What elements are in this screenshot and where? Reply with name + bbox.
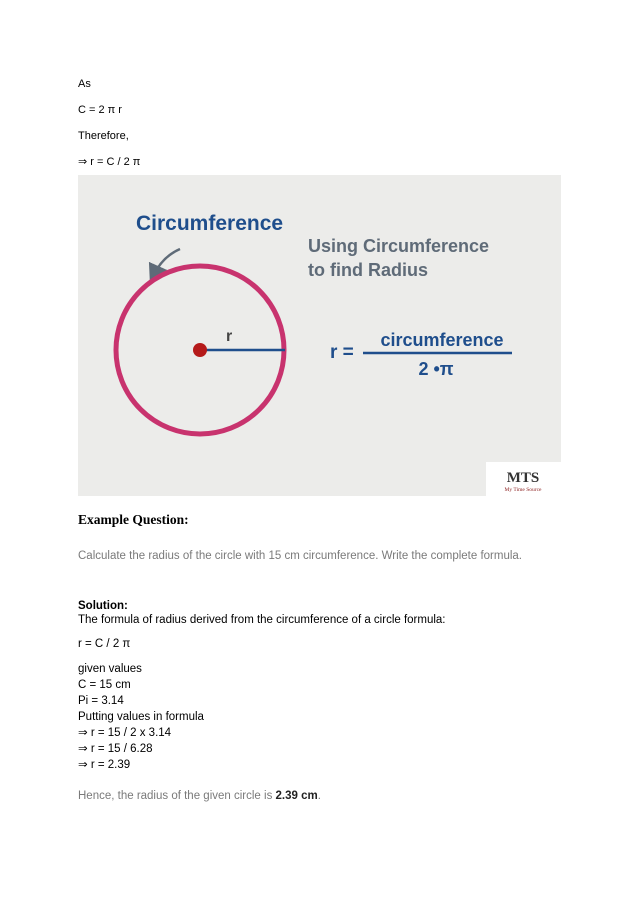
example-heading: Example Question: xyxy=(78,512,189,527)
solution-description: The formula of radius derived from the circumference of a circle formula: xyxy=(78,614,446,626)
conclusion-prefix: Hence, the radius of the given circle is xyxy=(78,790,276,802)
intro-as: As xyxy=(78,78,91,90)
conclusion-suffix: . xyxy=(317,790,321,802)
figure-title-line1: Using Circumference xyxy=(308,236,490,256)
conclusion-value: 2.39 cm xyxy=(275,790,318,802)
intro-circumference-formula: C = 2 π r xyxy=(78,104,122,116)
solution-line: ⇒ r = 2.39 xyxy=(78,759,131,771)
intro-therefore: Therefore, xyxy=(78,130,129,142)
formula-lhs: r = xyxy=(330,342,354,363)
radius-diagram-svg xyxy=(78,175,561,496)
solution-line: given values xyxy=(78,663,142,675)
formula-denominator: 2 •π xyxy=(418,359,454,379)
solution-line: ⇒ r = 15 / 2 x 3.14 xyxy=(78,727,172,739)
intro-radius-formula: ⇒ r = C / 2 π xyxy=(78,156,141,168)
solution-line: Pi = 3.14 xyxy=(78,695,124,707)
formula-numerator: circumference xyxy=(380,330,504,350)
conclusion xyxy=(78,789,321,803)
solution-label: Solution: xyxy=(78,600,128,612)
solution-line: ⇒ r = 15 / 6.28 xyxy=(78,743,153,755)
radius-diagram xyxy=(78,175,561,496)
center-dot xyxy=(193,343,207,357)
circumference-label: Circumference xyxy=(136,212,284,235)
solution-line: C = 15 cm xyxy=(78,679,131,691)
solution-formula: r = C / 2 π xyxy=(78,638,131,650)
solution-line: Putting values in formula xyxy=(78,711,204,723)
mts-logo xyxy=(486,462,561,496)
example-question: Calculate the radius of the circle with 15 cm circumference. Write the complete formula. xyxy=(78,550,522,562)
radius-label: r xyxy=(226,328,233,345)
logo-text: MTS xyxy=(506,470,540,486)
logo-subtext: My Time Source xyxy=(504,487,542,493)
figure-title-line2: to find Radius xyxy=(308,260,428,280)
